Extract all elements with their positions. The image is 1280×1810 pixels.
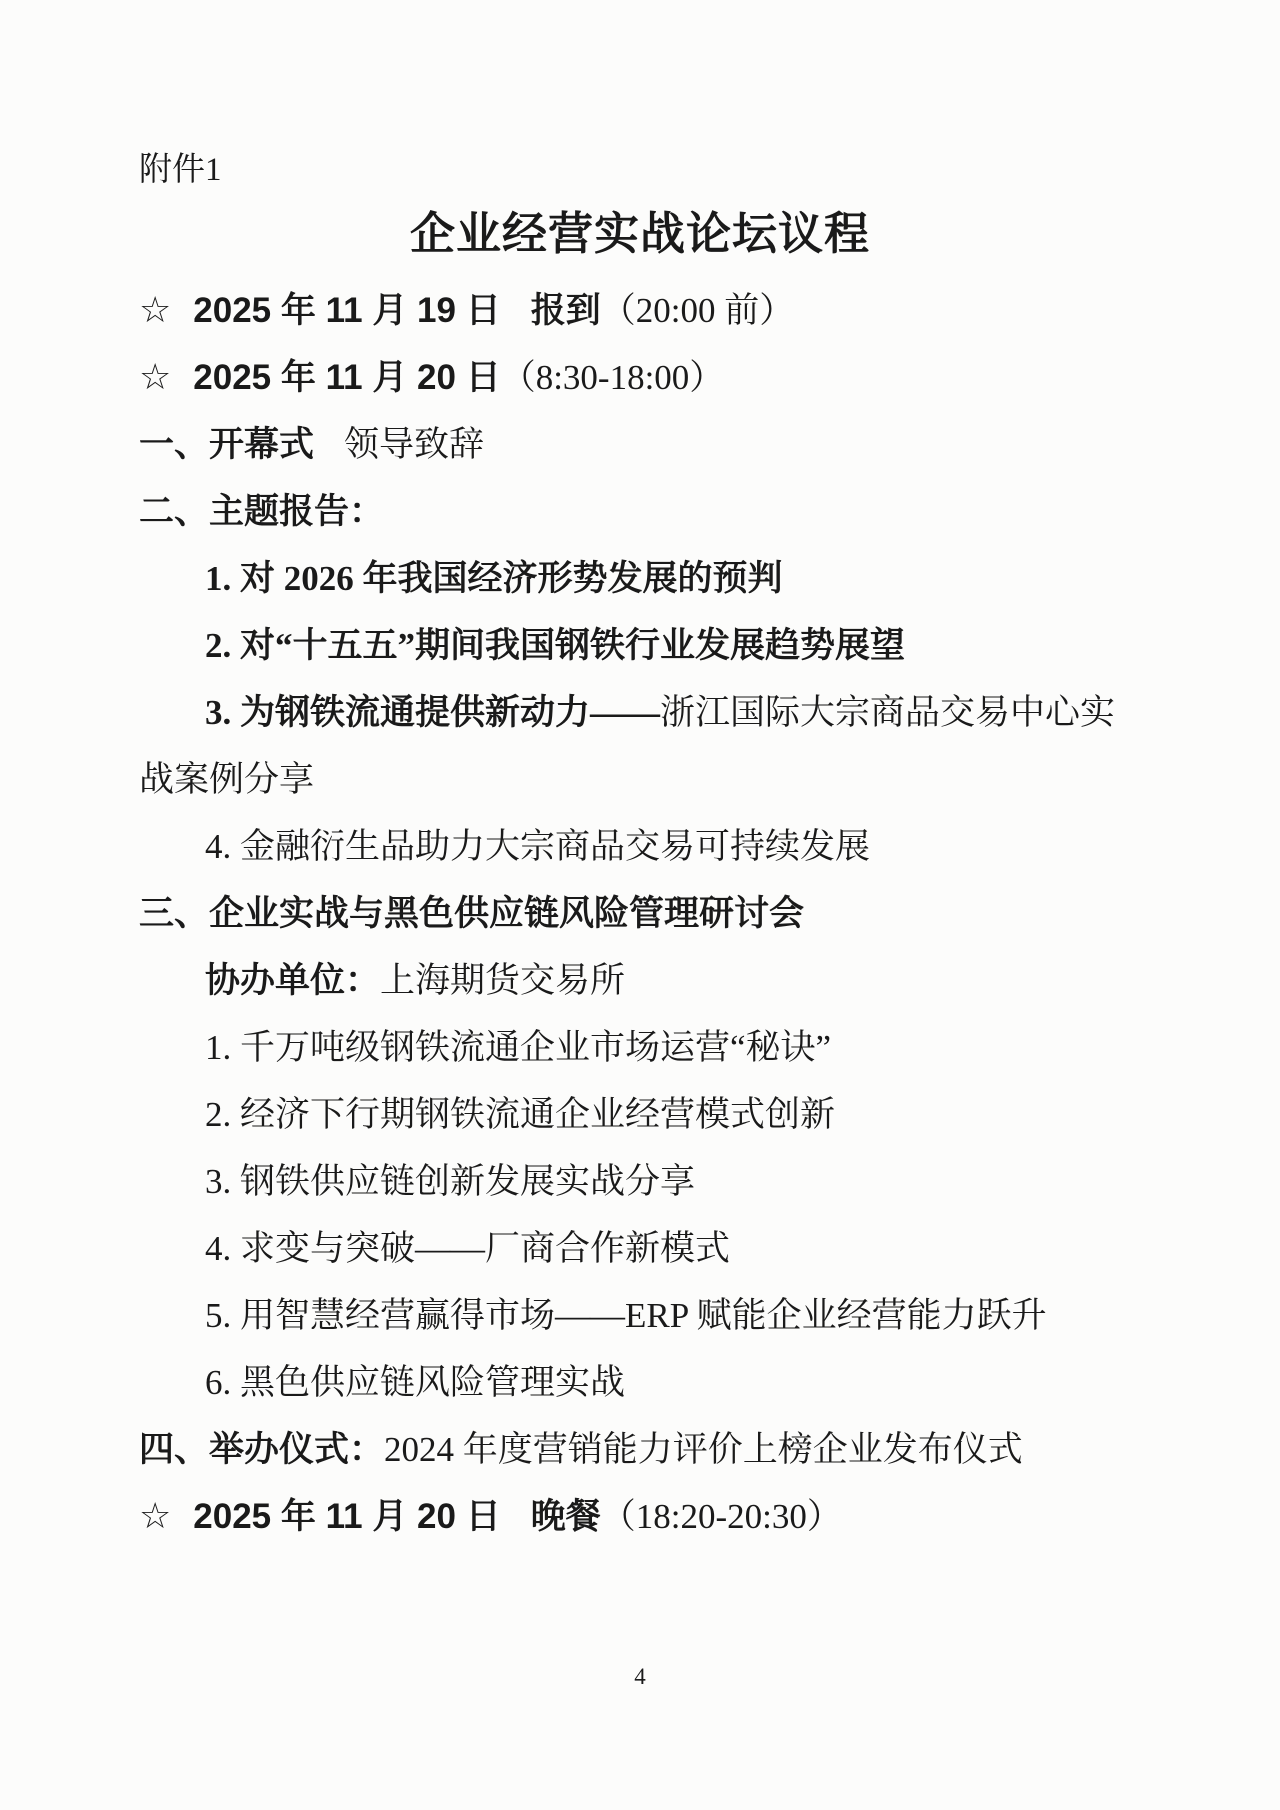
section2-item3-bold: 3. 为钢铁流通提供新动力—— (205, 693, 661, 732)
day1-date: 2025 年 11 月 19 日 (193, 291, 501, 330)
star-icon: ☆ (139, 1496, 172, 1537)
section3-heading: 三、企业实战与黑色供应链风险管理研讨会 (139, 894, 805, 933)
dinner-date: 2025 年 11 月 20 日 (193, 1497, 501, 1536)
section2-item3-rest: 浙江国际大宗商品交易中心实 (660, 693, 1116, 732)
section1-heading: 一、开幕式 (139, 425, 315, 464)
day2-date: 2025 年 11 月 20 日 (193, 358, 501, 397)
section2-item-3 (139, 679, 1160, 746)
section2-item-4: 4. 金融衍生品助力大宗商品交易可持续发展 (205, 827, 871, 866)
section3-item-2: 2. 经济下行期钢铁流通企业经营模式创新 (205, 1095, 836, 1134)
schedule-day2 (139, 344, 1160, 411)
dinner-time: （18:20-20:30） (600, 1497, 842, 1536)
day1-time: （20:00 前） (600, 291, 795, 330)
organizer-label: 协办单位： (205, 961, 381, 1000)
day1-event: 报到 (530, 291, 601, 330)
section2-heading: 二、主题报告： (139, 492, 385, 531)
attachment-label: 附件1 (139, 152, 222, 188)
section3-item-5: 5. 用智慧经营赢得市场——ERP 赋能企业经营能力跃升 (205, 1296, 1047, 1335)
section2-item-2: 2. 对“十五五”期间我国钢铁行业发展趋势展望 (205, 626, 906, 665)
document-title: 企业经营实战论坛议程 (409, 209, 870, 259)
section3-item-1: 1. 千万吨级钢铁流通企业市场运营“秘诀” (205, 1028, 832, 1067)
section4-line (139, 1416, 1160, 1483)
section2-item3-wrap: 战案例分享 (139, 760, 315, 799)
section3-item-3: 3. 钢铁供应链创新发展实战分享 (205, 1162, 696, 1201)
section3-heading-line (139, 880, 1160, 947)
agenda-content (139, 277, 1160, 1550)
section1-heading-line (139, 411, 1160, 478)
section1-detail: 领导致辞 (344, 425, 485, 464)
section4-heading: 四、举办仪式： (139, 1430, 385, 1469)
section3-organizer-line (139, 947, 1160, 1014)
schedule-dinner (139, 1483, 1160, 1550)
section3-item-4: 4. 求变与突破——厂商合作新模式 (205, 1229, 731, 1268)
section3-item-6: 6. 黑色供应链风险管理实战 (205, 1363, 626, 1402)
day2-time: （8:30-18:00） (500, 358, 725, 397)
dinner-event: 晚餐 (530, 1497, 601, 1536)
page-number: 4 (634, 1664, 646, 1689)
section2-heading-line (139, 478, 1160, 545)
star-icon: ☆ (139, 357, 172, 398)
organizer-name: 上海期货交易所 (380, 961, 626, 1000)
section2-item-1: 1. 对 2026 年我国经济形势发展的预判 (205, 559, 783, 598)
schedule-day1 (139, 277, 1160, 344)
section4-detail: 2024 年度营销能力评价上榜企业发布仪式 (384, 1430, 1023, 1469)
star-icon: ☆ (139, 290, 172, 331)
